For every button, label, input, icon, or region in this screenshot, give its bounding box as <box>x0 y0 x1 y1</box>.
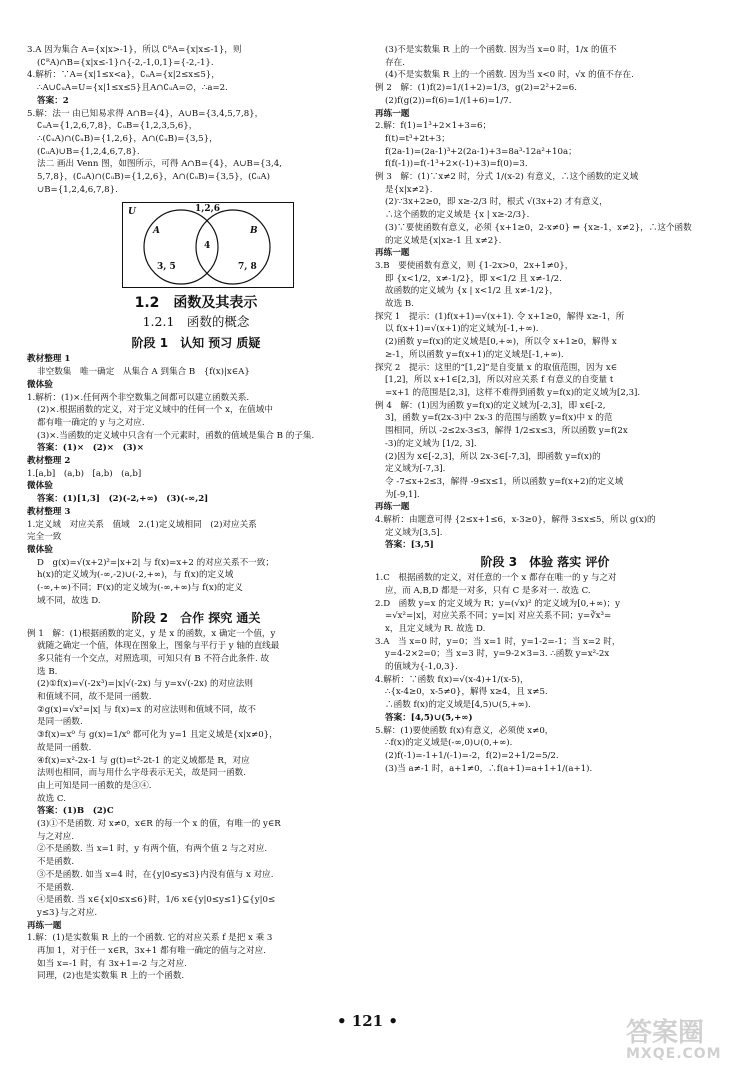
text-line: 不是函数. <box>37 857 75 868</box>
text-line: ④是函数. 当 x∈{x|0≤x≤6}时，1/6 x∈{y|0≤y≤1}⊆{y|0≤ <box>37 895 276 906</box>
text-line: ∴f(x)的定义域是(-∞,0)∪(0,+∞). <box>385 738 513 749</box>
text-line: ∁ᵤA={1,2,6,7,8}，∁ᵤB={1,2,3,5,6}， <box>37 121 198 132</box>
text-line: [1,2]，所以 x+1∈[2,3]，所以对应关系 f 有意义的自变量 t <box>385 375 614 386</box>
text-line: (3)∵要使函数有意义，必须 {x+1≥0，2-x≠0} ⇒ {x≥-1，x≠2}，∴这个函数 <box>385 222 692 233</box>
text-line: 微体验 <box>27 481 53 492</box>
text-line: (2)f(-1)=-1+1/(-1)=-2，f(2)=2+1/2=5/2. <box>385 750 559 761</box>
text-line: 教材整理 1 <box>27 354 71 365</box>
text-line: 故是同一函数. <box>37 742 92 753</box>
stage-heading: 阶段 1 认知 预习 质疑 <box>131 336 261 351</box>
text-line: 答案：[4,5)∪(5,+∞) <box>385 712 473 723</box>
text-line: 1.解：(1)是实数集 R 上的一个函数. 它的对应关系 f 是把 x 乘 3 <box>27 933 273 944</box>
text-line: 选 B. <box>37 666 58 677</box>
text-line: 再练一题 <box>27 920 62 931</box>
text-line: y≤3}与之对应. <box>37 907 98 918</box>
text-line: 5,7,8}，(∁ᵤA)∩(∁ᵤB)={1,2,6}，A∩(∁ᵤB)={3,5}，(∁ᵤA) <box>37 172 270 183</box>
text-line: 存在. <box>385 57 405 68</box>
left-column <box>27 44 365 983</box>
text-line: 答案：2 <box>37 95 69 106</box>
text-line: 微体验 <box>27 544 53 555</box>
text-line: ②g(x)=√x²=|x| 与 f(x)=x 的对应法则和值域不同，故不 <box>37 704 256 715</box>
text-line: (4)不是实数集 R 上的一个函数. 因为当 x<0 时，√x 的值不存在. <box>385 70 634 81</box>
text-line: 答案：[3,5] <box>385 540 434 551</box>
text-line: 非空数集 唯一确定 从集合 A 到集合 B {f(x)|x∈A} <box>37 367 250 378</box>
text-line: (3)不是实数集 R 上的一个函数. 因为当 x=0 时，1/x 的值不 <box>385 45 617 55</box>
text-line: 5.解：法一 由已知易求得 A∩B={4}，A∪B={3,4,5,7,8}， <box>27 108 264 119</box>
text-line: 故选 B. <box>385 299 414 310</box>
text-line: (2)因为 x∈[-2,3]，所以 2x-3∈[-7,3]，即函数 y=f(x)的 <box>385 451 601 462</box>
right-column <box>375 44 715 775</box>
text-line: 为[-9,1]. <box>385 489 420 500</box>
right-bottom-block <box>375 572 715 775</box>
text-line: 2.D 函数 y=x 的定义域为 R；y=(√x)² 的定义域为[0,+∞)；y <box>375 598 620 609</box>
text-line: 与之对应. <box>37 831 75 842</box>
text-line: ③不是函数. 如当 x=4 时，在{y|0≤y≤3}内没有值与 x 对应. <box>37 869 274 880</box>
text-line: 再练一题 <box>375 248 410 259</box>
text-line: 多只能有一个交点，对照选项，可知只有 B 不符合此条件. 故 <box>37 653 270 664</box>
watermark-url: MXQE.COM <box>626 1046 722 1062</box>
text-line: (3)当 a≠-1 时，a+1≠0，∴f(a+1)=a+1+1/(a+1). <box>385 763 593 774</box>
text-line: 答案：(1)[1,3] (2)(-2,+∞) (3)(-∞,2] <box>37 494 209 505</box>
text-line: 例 2 解：(1)f(2)=1/(1+2)=1/3，g(2)=2²+2=6. <box>375 83 577 94</box>
text-line: 定义域为[3,5]. <box>385 527 443 538</box>
text-line: 例 4 解：(1)因为函数 y=f(x)的定义域为[-2,3]，即 x∈[-2, <box>375 400 606 411</box>
text-line: 答案：(1)B (2)C <box>37 806 114 817</box>
text-line: =x+1 的范围是[2,3]，这样不难得到函数 y=f(x)的定义域为[2,3]. <box>385 387 641 398</box>
text-line: 定义域为[-7,3]. <box>385 464 446 475</box>
left-bottom-block <box>27 628 365 984</box>
text-line: f(f(-1))=f(-1³+2×(-1)+3)=f(0)=3. <box>385 159 528 170</box>
stage-heading: 阶段 2 合作 探究 通关 <box>131 610 261 625</box>
text-line: 微体验 <box>27 379 53 390</box>
watermark-text: 答案圈 <box>626 1018 705 1048</box>
text-line: 4.解析：由题意可得 {2≤x+1≤6，x-3≥0}，解得 3≤x≤5，所以 g(x)的 <box>375 515 656 526</box>
text-line: 完全一致 <box>27 532 62 543</box>
watermark-logo <box>622 1012 740 1064</box>
text-line: (2)∵3x+2≥0，即 x≥-2/3 时，根式 √(3x+2) 才有意义， <box>385 197 608 208</box>
text-line: 再练一题 <box>375 502 410 513</box>
text-line: ②不是函数. 当 x=1 时，y 有两个值，有两个值 2 与之对应. <box>37 844 268 855</box>
text-line: 围相同，所以 -2≤2x-3≤3，解得 1/2≤x≤3，所以函数 y=f(2x <box>385 426 628 437</box>
text-line: (2)×.根据函数的定义，对于定义域中的任何一个 x，在值域中 <box>37 405 273 416</box>
text-line: =√x²=|x|，对应关系不同；y=|x| 对应关系不同；y=∛x³= <box>385 611 612 622</box>
text-line: (∁ᴿA)∩B={x|x≤-1}∩{-2,-1,0,1}={-2,-1}. <box>37 57 214 68</box>
text-line: 3.A 因为集合 A={x|x>-1}，所以 ∁ᴿA={x|x≤-1}，则 <box>27 45 242 55</box>
text-line: 教材整理 3 <box>27 506 71 517</box>
venn-universe-label: U <box>128 207 136 218</box>
text-line: f(t)=t³+2t+3； <box>385 133 450 144</box>
text-line: ≥-1，所以函数 y=f(x+1)的定义域是[-1,+∞). <box>385 349 564 360</box>
text-line: 同理，(2)也是实数集 R 上的一个函数. <box>37 971 185 982</box>
text-line: 教材整理 2 <box>27 456 71 467</box>
text-line: 的定义域是{x|x≥-1 且 x≠2}. <box>385 235 502 246</box>
text-line: 法则也相同，而与用什么字母表示无关，故是同一函数. <box>37 768 246 779</box>
text-line: D g(x)=√(x+2)²=|x+2| 与 f(x)=x+2 的对应关系不一致； <box>37 557 274 568</box>
text-line: 3.A 当 x=0 时，y=0；当 x=1 时，y=1-2=-1；当 x=2 时， <box>375 636 621 647</box>
text-line: 探究 2 提示：这里的“[1,2]”是自变量 x 的取值范围，因为 x∈ <box>375 362 618 373</box>
text-line: ④f(x)=x²-2x-1 与 g(t)=t²-2t-1 的定义域都是 R，对应 <box>37 755 250 766</box>
text-line: ∴{x-4≥0，x-5≠0}，解得 x≥4，且 x≠5. <box>385 687 548 698</box>
text-line: 法二 画出 Venn 图，如图所示，可得 A∩B={4}，A∪B={3,4, <box>37 159 282 170</box>
text-line: (∁ᵤA)∪B={1,2,4,6,7,8}. <box>37 146 140 157</box>
text-line: ∪B={1,2,4,6,7,8}. <box>37 184 118 195</box>
text-line: 域不同，故选 D. <box>37 595 101 606</box>
page-number: • 121 • <box>337 1012 398 1030</box>
venn-a-only-values: 3, 5 <box>157 262 176 273</box>
text-line: 4.解析：∵函数 f(x)=√(x-4)+1/(x-5)， <box>375 674 529 685</box>
text-line: ∴函数 f(x)的定义域是[4,5)∪(5,+∞). <box>385 700 531 711</box>
left-mid-block <box>27 353 365 607</box>
text-line: 就随之确定一个值，体现在图象上，图象与平行于 y 轴的直线最 <box>37 641 280 652</box>
stage-heading: 阶段 3 体验 落实 评价 <box>480 555 610 570</box>
text-line: 1.C 根据函数的定义，对任意的一个 x 都存在唯一的 y 与之对 <box>375 573 617 584</box>
subsection-title: 1.2.1 函数的概念 <box>142 314 250 330</box>
text-line: 即 {x<1/2，x≠-1/2}，即 x<1/2 且 x≠-1/2. <box>385 273 562 284</box>
text-line: (3)①不是函数. 对 x≠0，x∈R 的每一个 x 的值，有唯一的 y∈R <box>37 819 281 830</box>
text-line: 探究 1 提示：(1)f(x+1)=√(x+1). 令 x+1≥0，解得 x≥-1，所 <box>375 311 625 322</box>
text-line: (2)①f(x)=√(-2x³)=|x|√(-2x) 与 y=x√(-2x) 的对应法则 <box>37 679 253 690</box>
venn-diagram <box>122 202 294 288</box>
text-line: 是{x|x≠2}. <box>385 184 433 195</box>
text-line: y=4-2×2=0；当 x=3 时，y=9-2×3=3. ∴函数 y=x²-2x <box>385 649 610 660</box>
text-line: 不是函数. <box>37 882 75 893</box>
text-line: 故选 C. <box>37 793 66 804</box>
text-line: 和值域不同，故不是同一函数. <box>37 692 152 703</box>
left-top-block <box>27 44 365 196</box>
text-line: 2.解：f(1)=1³+2×1+3=6； <box>375 121 492 132</box>
venn-intersection-value: 4 <box>204 241 211 252</box>
text-line: ∴A∪∁ᵤA=U={x|1≤x≤5}且A∩∁ᵤA=∅，∴a=2. <box>37 83 228 94</box>
text-line: f(2a-1)=(2a-1)³+2(2a-1)+3=8a³-12a²+10a； <box>385 146 577 157</box>
venn-outside-values: 1,2,6 <box>195 204 221 215</box>
text-line: 的值域为{-1,0,3}. <box>385 662 458 673</box>
venn-set-a-label: A <box>153 226 160 237</box>
text-line: 答案：(1)× (2)× (3)× <box>37 443 144 454</box>
text-line: (2)f(g(2))=f(6)=1/(1+6)=1/7. <box>385 95 512 106</box>
venn-b-only-values: 7, 8 <box>238 262 257 273</box>
text-line: x，且定义域为 R. 故选 D. <box>385 623 486 634</box>
text-line: ∴(∁ᵤA)∩(∁ᵤB)={1,2,6}，A∩(∁ᵤB)={3,5}， <box>37 133 218 144</box>
text-line: ③f(x)=x⁰ 与 g(x)=1/x⁰ 都可化为 y=1 且定义域是{x|x≠0}， <box>37 730 278 741</box>
text-line: 由上可知是同一函数的是③④. <box>37 780 152 791</box>
text-line: 例 1 解：(1)根据函数的定义，y 是 x 的函数，x 确定一个值，y <box>27 628 276 639</box>
text-line: 1.定义域 对应关系 值域 2.(1)定义域相同 (2)对应关系 <box>27 519 257 530</box>
text-line: h(x)的定义域为(-∞,-2)∪(-2,+∞)，与 f(x)的定义域 <box>37 570 234 581</box>
text-line: 3.B 要使函数有意义，则 {1-2x>0，2x+1≠0}， <box>375 260 574 271</box>
text-line: 故函数的定义域为 {x | x<1/2 且 x≠-1/2}， <box>385 286 558 297</box>
text-line: 例 3 解：(1)∵x≠2 时，分式 1/(x-2) 有意义，∴这个函数的定义域 <box>375 172 639 183</box>
text-line: 应，而 A,B,D 都是一对多，只有 C 是多对一. 故选 C. <box>385 585 591 596</box>
text-line: 5.解：(1)要使函数 f(x)有意义，必须使 x≠0， <box>375 725 554 736</box>
text-line: 是同一函数. <box>37 717 83 728</box>
text-line: 4.解析：∵A={x|1≤x<a}，∁ᵤA={x|2≤x≤5}， <box>27 70 220 81</box>
text-line: (3)×.当函数的定义域中只含有一个元素时，函数的值域是集合 B 的子集. <box>37 430 315 441</box>
text-line: 都有唯一确定的 y 与之对应. <box>37 417 145 428</box>
text-line: 再加 1，对于任一 x∈R，3x+1 都有唯一确定的值与之对应. <box>37 946 266 957</box>
venn-set-b-label: B <box>250 226 258 237</box>
text-line: (2)函数 y=f(x)的定义域是[0,+∞)，所以令 x+1≥0，解得 x <box>385 337 617 348</box>
section-title: 1.2 函数及其表示 <box>134 295 258 312</box>
text-line: (-∞,+∞)不同；F(x)的定义域为(-∞,+∞)与 f(x)的定义 <box>37 583 243 594</box>
text-line: 如当 x=-1 时，有 3x+1=-2 与之对应. <box>37 958 187 969</box>
text-line: 再练一题 <box>375 108 410 119</box>
text-line: 以 f(x+1)=√(x+1)的定义域为[-1,+∞). <box>385 324 539 335</box>
right-top-block <box>375 44 715 552</box>
text-line: 1.[a,b] (a,b) [a,b) (a,b] <box>27 468 142 479</box>
text-line: ∴这个函数的定义域是 {x | x≥-2/3}. <box>385 210 530 221</box>
text-line: -3)的定义域为 [1/2, 3]. <box>385 438 477 449</box>
text-line: 1.解析：(1)×.任何两个非空数集之间都可以建立函数关系. <box>27 392 250 403</box>
text-line: 令 -7≤x+2≤3，解得 -9≤x≤1，所以函数 y=f(x+2)的定义域 <box>385 476 624 487</box>
text-line: 3]，函数 y=f(2x-3)中 2x-3 的范围与函数 y=f(x)中 x 的范 <box>385 413 613 424</box>
